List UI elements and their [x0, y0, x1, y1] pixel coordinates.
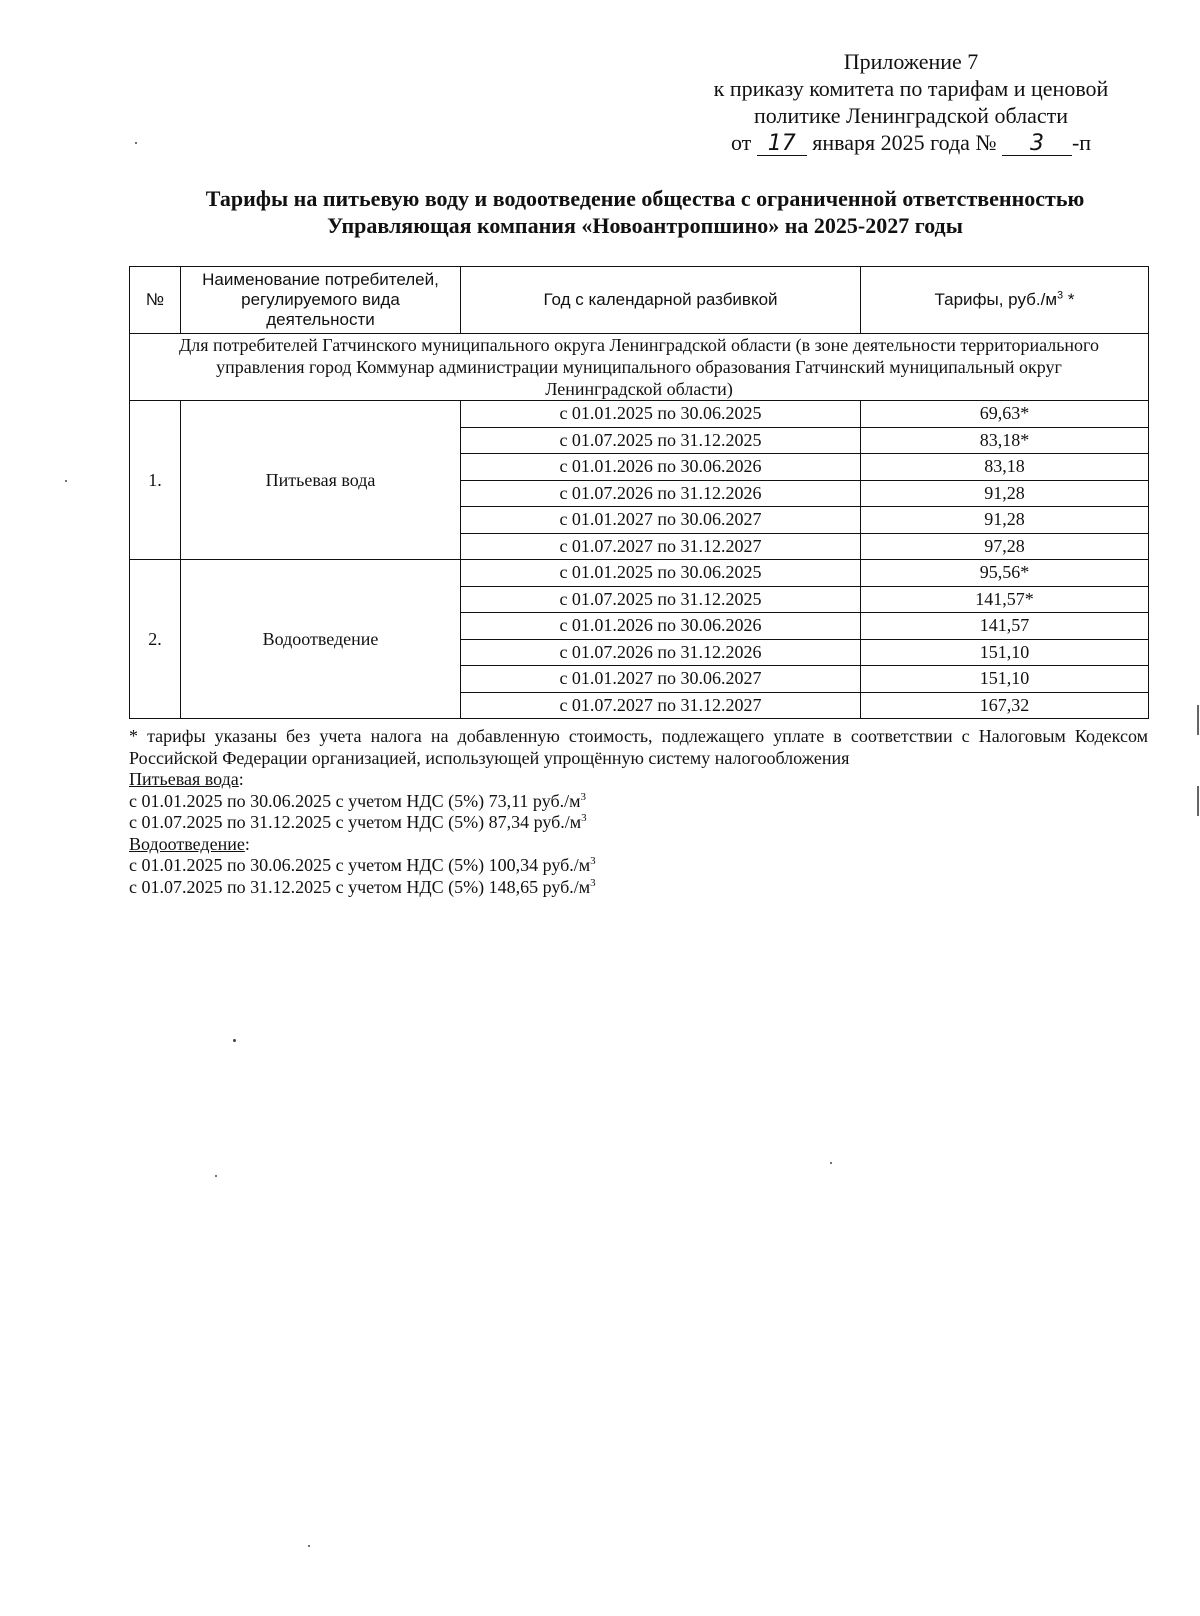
header-num: № — [130, 267, 181, 334]
period-cell: с 01.07.2026 по 31.12.2026 — [461, 480, 861, 507]
table-row — [130, 560, 1149, 587]
sewer-heading-line — [129, 834, 1148, 856]
header-tariff-sup: 3 — [1057, 289, 1064, 302]
tariff-cell: 141,57 — [861, 613, 1149, 640]
appendix-line-2: к приказу комитета по тарифам и ценовой — [713, 76, 1109, 101]
period-cell: с 01.07.2025 по 31.12.2025 — [461, 427, 861, 454]
title-line-2: Управляющая компания «Новоантропшино» на 2025-2027 годы — [327, 213, 963, 238]
appendix-title: Приложение 7 — [843, 49, 979, 74]
water-heading: Питьевая вода — [129, 769, 239, 789]
tariff-cell: 69,63* — [861, 401, 1149, 428]
header-consumer: Наименование потребителей, регулируемого вида деятельности — [181, 267, 461, 334]
tariff-cell: 91,28 — [861, 480, 1149, 507]
sewer-vat-line-1 — [129, 855, 1148, 877]
scan-speck — [308, 1545, 310, 1547]
footnote: * тарифы указаны без учета налога на добавленную стоимость, подлежащего уплате в соответствии с Налоговым Кодексом Российской Федерации организацией, использующей упрощённую систему налогообложения — [129, 726, 1148, 768]
water-vat-text-1: с 01.01.2025 по 30.06.2025 с учетом НДС (5%) 73,11 руб./м — [129, 790, 581, 811]
period-cell: с 01.01.2025 по 30.06.2025 — [461, 560, 861, 587]
water-vat-sup-1: 3 — [580, 790, 587, 803]
period-cell: с 01.07.2025 по 31.12.2025 — [461, 586, 861, 613]
header-tariff-asterisk: * — [1063, 290, 1075, 309]
tariff-cell: 151,10 — [861, 639, 1149, 666]
sewer-vat-text-2: с 01.07.2025 по 31.12.2025 с учетом НДС (5%) 148,65 руб./м — [129, 876, 591, 897]
header-period: Год с календарной разбивкой — [461, 267, 861, 334]
order-month-year: января 2025 года № — [812, 130, 997, 155]
sewer-heading: Водоотведение — [129, 833, 245, 854]
tariff-cell: 95,56* — [861, 560, 1149, 587]
sewer-vat-sup-1: 3 — [590, 855, 596, 867]
period-cell: с 01.01.2025 по 30.06.2025 — [461, 401, 861, 428]
sewer-vat-sup-2: 3 — [590, 876, 596, 889]
tariff-cell: 151,10 — [861, 666, 1149, 693]
sewer-heading-colon: : — [244, 833, 250, 854]
order-suffix: -п — [1071, 130, 1092, 155]
tariff-cell: 91,28 — [861, 507, 1149, 534]
water-vat-sup-2: 3 — [581, 812, 587, 824]
scan-speck — [65, 480, 67, 482]
order-prefix: от — [730, 130, 752, 155]
sewer-vat-line-2 — [129, 877, 1148, 899]
sewer-vat-text-1: с 01.01.2025 по 30.06.2025 с учетом НДС (5%) 100,34 руб./м — [129, 855, 591, 875]
service-name: Водоотведение — [181, 560, 461, 719]
header-tariff-label: Тарифы, руб./м — [934, 290, 1058, 309]
water-heading-colon: : — [238, 769, 244, 789]
tariff-cell: 97,28 — [861, 533, 1149, 560]
scan-edge-mark — [1197, 705, 1199, 735]
row-number: 2. — [130, 560, 181, 719]
order-number-handwritten: 3 — [1002, 133, 1072, 156]
appendix-line-3: политике Ленинградской области — [753, 103, 1068, 128]
period-cell: с 01.07.2027 по 31.12.2027 — [461, 692, 861, 719]
document-title — [140, 185, 1150, 239]
service-name: Питьевая вода — [181, 401, 461, 560]
notes-block — [129, 726, 1148, 898]
order-line — [676, 129, 1146, 156]
tariff-cell: 167,32 — [861, 692, 1149, 719]
tariff-cell: 83,18* — [861, 427, 1149, 454]
scan-edge-mark — [1197, 786, 1199, 816]
period-cell: с 01.01.2027 по 30.06.2027 — [461, 507, 861, 534]
water-vat-text-2: с 01.07.2025 по 31.12.2025 с учетом НДС (5%) 87,34 руб./м — [129, 812, 582, 832]
scan-speck — [233, 1039, 236, 1042]
table-header-row — [130, 267, 1149, 334]
table-body — [130, 334, 1149, 719]
water-heading-line — [129, 769, 1148, 791]
scan-speck — [830, 1162, 832, 1164]
row-number: 1. — [130, 401, 181, 560]
appendix-header — [676, 48, 1146, 156]
tariff-table — [129, 266, 1149, 719]
water-vat-line-1 — [129, 791, 1148, 813]
tariff-cell: 83,18 — [861, 454, 1149, 481]
order-day-handwritten: 17 — [757, 133, 807, 156]
water-vat-line-2 — [129, 812, 1148, 834]
tariff-cell: 141,57* — [861, 586, 1149, 613]
title-line-1: Тарифы на питьевую воду и водоотведение общества с ограниченной ответственностью — [205, 186, 1085, 211]
zone-description: Для потребителей Гатчинского муниципального округа Ленинградской области (в зоне деятельности территориального управления город Коммунар администрации муниципального образования Гатчинский муниципальный округ Ленинградской области) — [130, 334, 1149, 401]
zone-row — [130, 334, 1149, 401]
period-cell: с 01.07.2026 по 31.12.2026 — [461, 639, 861, 666]
header-tariff — [861, 267, 1149, 334]
period-cell: с 01.01.2027 по 30.06.2027 — [461, 666, 861, 693]
scan-speck — [215, 1175, 217, 1177]
table-row — [130, 401, 1149, 428]
period-cell: с 01.01.2026 по 30.06.2026 — [461, 613, 861, 640]
period-cell: с 01.01.2026 по 30.06.2026 — [461, 454, 861, 481]
scan-speck — [135, 142, 137, 144]
period-cell: с 01.07.2027 по 31.12.2027 — [461, 533, 861, 560]
